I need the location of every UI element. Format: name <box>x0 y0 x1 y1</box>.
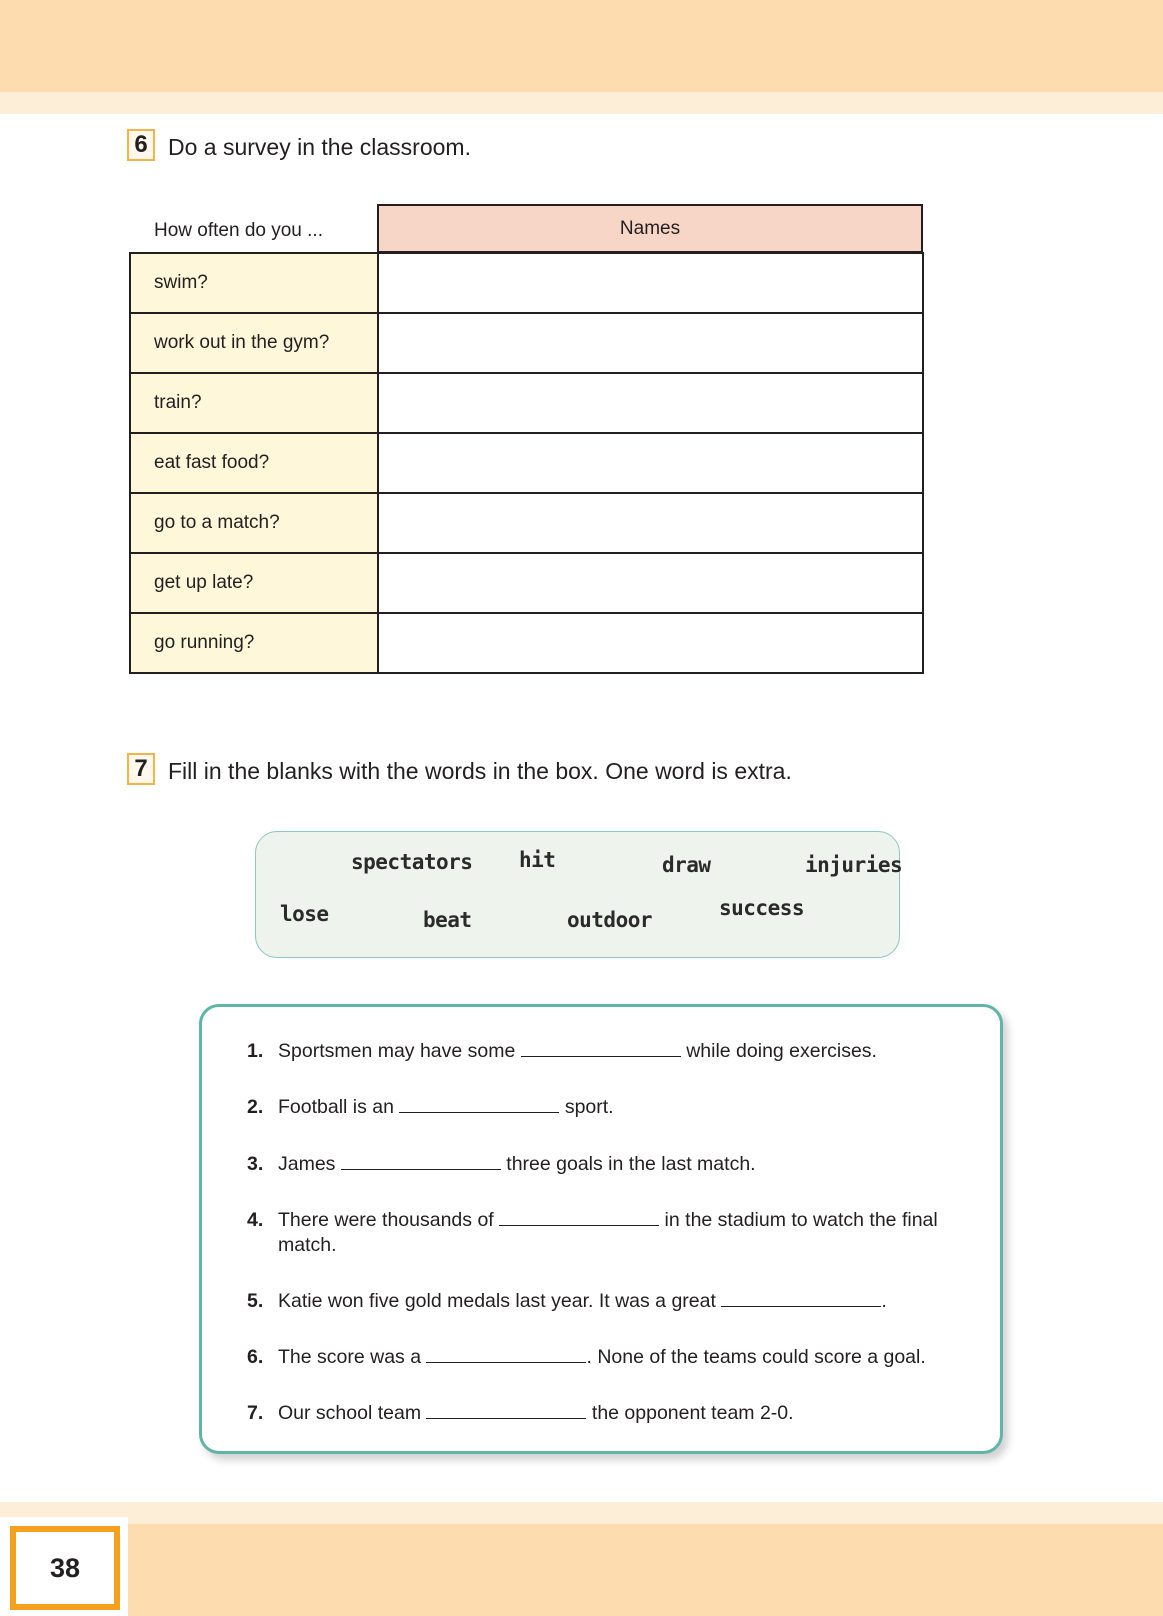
survey-row <box>130 433 923 493</box>
survey-names-header: Names <box>377 204 923 253</box>
exercise-7-number: 7 <box>127 753 155 785</box>
sentence-text: while doing exercises. <box>680 1040 877 1062</box>
sentence-text: James <box>278 1153 341 1175</box>
exercise-6-title: Do a survey in the classroom. <box>168 134 471 160</box>
survey-row <box>130 613 923 673</box>
survey-question: train? <box>130 373 378 433</box>
top-decorative-band <box>0 0 1163 92</box>
word-item: injuries <box>805 853 903 877</box>
word-item: draw <box>662 853 711 877</box>
sentence-6 <box>247 1345 987 1370</box>
exercise-6-number: 6 <box>127 129 155 161</box>
word-item: outdoor <box>567 908 653 932</box>
exercise-7-title: Fill in the blanks with the words in the box. One word is extra. <box>168 758 792 784</box>
sentence-number: 6. <box>247 1346 264 1368</box>
word-item: spectators <box>351 850 473 874</box>
survey-table <box>129 252 924 674</box>
survey-row <box>130 313 923 373</box>
survey-question: work out in the gym? <box>130 313 378 373</box>
answer-blank[interactable] <box>399 1098 559 1113</box>
sentence-7 <box>247 1401 987 1426</box>
names-cell[interactable] <box>378 553 923 613</box>
word-item: lose <box>280 902 329 926</box>
answer-blank[interactable] <box>721 1292 881 1307</box>
survey-question: swim? <box>130 253 378 313</box>
sentence-number: 2. <box>247 1096 264 1118</box>
sentence-text: three goals in the last match. <box>500 1153 756 1175</box>
names-cell[interactable] <box>378 253 923 313</box>
sentence-text: in the stadium to watch the final match. <box>278 1209 938 1256</box>
sentence-2 <box>247 1095 987 1120</box>
page-number: 38 <box>10 1526 120 1610</box>
sentence-number: 1. <box>247 1040 264 1062</box>
survey-row <box>130 373 923 433</box>
word-item: beat <box>423 908 472 932</box>
sentence-text: There were thousands of <box>278 1209 500 1231</box>
answer-blank[interactable] <box>341 1155 501 1170</box>
bottom-decorative-band <box>0 1524 1163 1616</box>
sentence-text: sport. <box>559 1096 614 1118</box>
sentence-number: 4. <box>247 1209 264 1231</box>
sentence-text: the opponent team 2-0. <box>586 1402 794 1424</box>
survey-row <box>130 253 923 313</box>
sentence-number: 5. <box>247 1290 264 1312</box>
names-cell[interactable] <box>378 613 923 673</box>
sentence-text: The score was a <box>278 1346 427 1368</box>
sentence-text: Our school team <box>278 1402 427 1424</box>
sentence-text: . <box>881 1290 887 1312</box>
word-box <box>255 831 903 958</box>
names-cell[interactable] <box>378 493 923 553</box>
names-cell[interactable] <box>378 313 923 373</box>
survey-header-label: How often do you ... <box>154 220 323 241</box>
survey-question: eat fast food? <box>130 433 378 493</box>
sentence-number: 3. <box>247 1153 264 1175</box>
word-item: success <box>719 896 805 920</box>
survey-question: go to a match? <box>130 493 378 553</box>
answer-blank[interactable] <box>426 1404 586 1419</box>
answer-blank[interactable] <box>426 1348 586 1363</box>
sentence-text: Katie won five gold medals last year. It was a great <box>278 1290 722 1312</box>
answer-blank[interactable] <box>521 1042 681 1057</box>
sentence-3 <box>247 1152 987 1177</box>
sentence-text: . None of the teams could score a goal. <box>586 1346 926 1368</box>
answer-blank[interactable] <box>499 1211 659 1226</box>
page-number-box <box>0 1517 128 1616</box>
sentence-4 <box>247 1208 972 1258</box>
sentence-text: Football is an <box>278 1096 400 1118</box>
sentence-number: 7. <box>247 1402 264 1424</box>
survey-row <box>130 493 923 553</box>
survey-row <box>130 553 923 613</box>
sentence-5 <box>247 1289 987 1314</box>
survey-question: go running? <box>130 613 378 673</box>
sentence-1 <box>247 1039 987 1064</box>
top-decorative-stripe <box>0 92 1163 114</box>
word-item: hit <box>519 848 556 872</box>
names-cell[interactable] <box>378 433 923 493</box>
names-cell[interactable] <box>378 373 923 433</box>
survey-question: get up late? <box>130 553 378 613</box>
bottom-decorative-stripe <box>0 1502 1163 1524</box>
sentence-text: Sportsmen may have some <box>278 1040 521 1062</box>
